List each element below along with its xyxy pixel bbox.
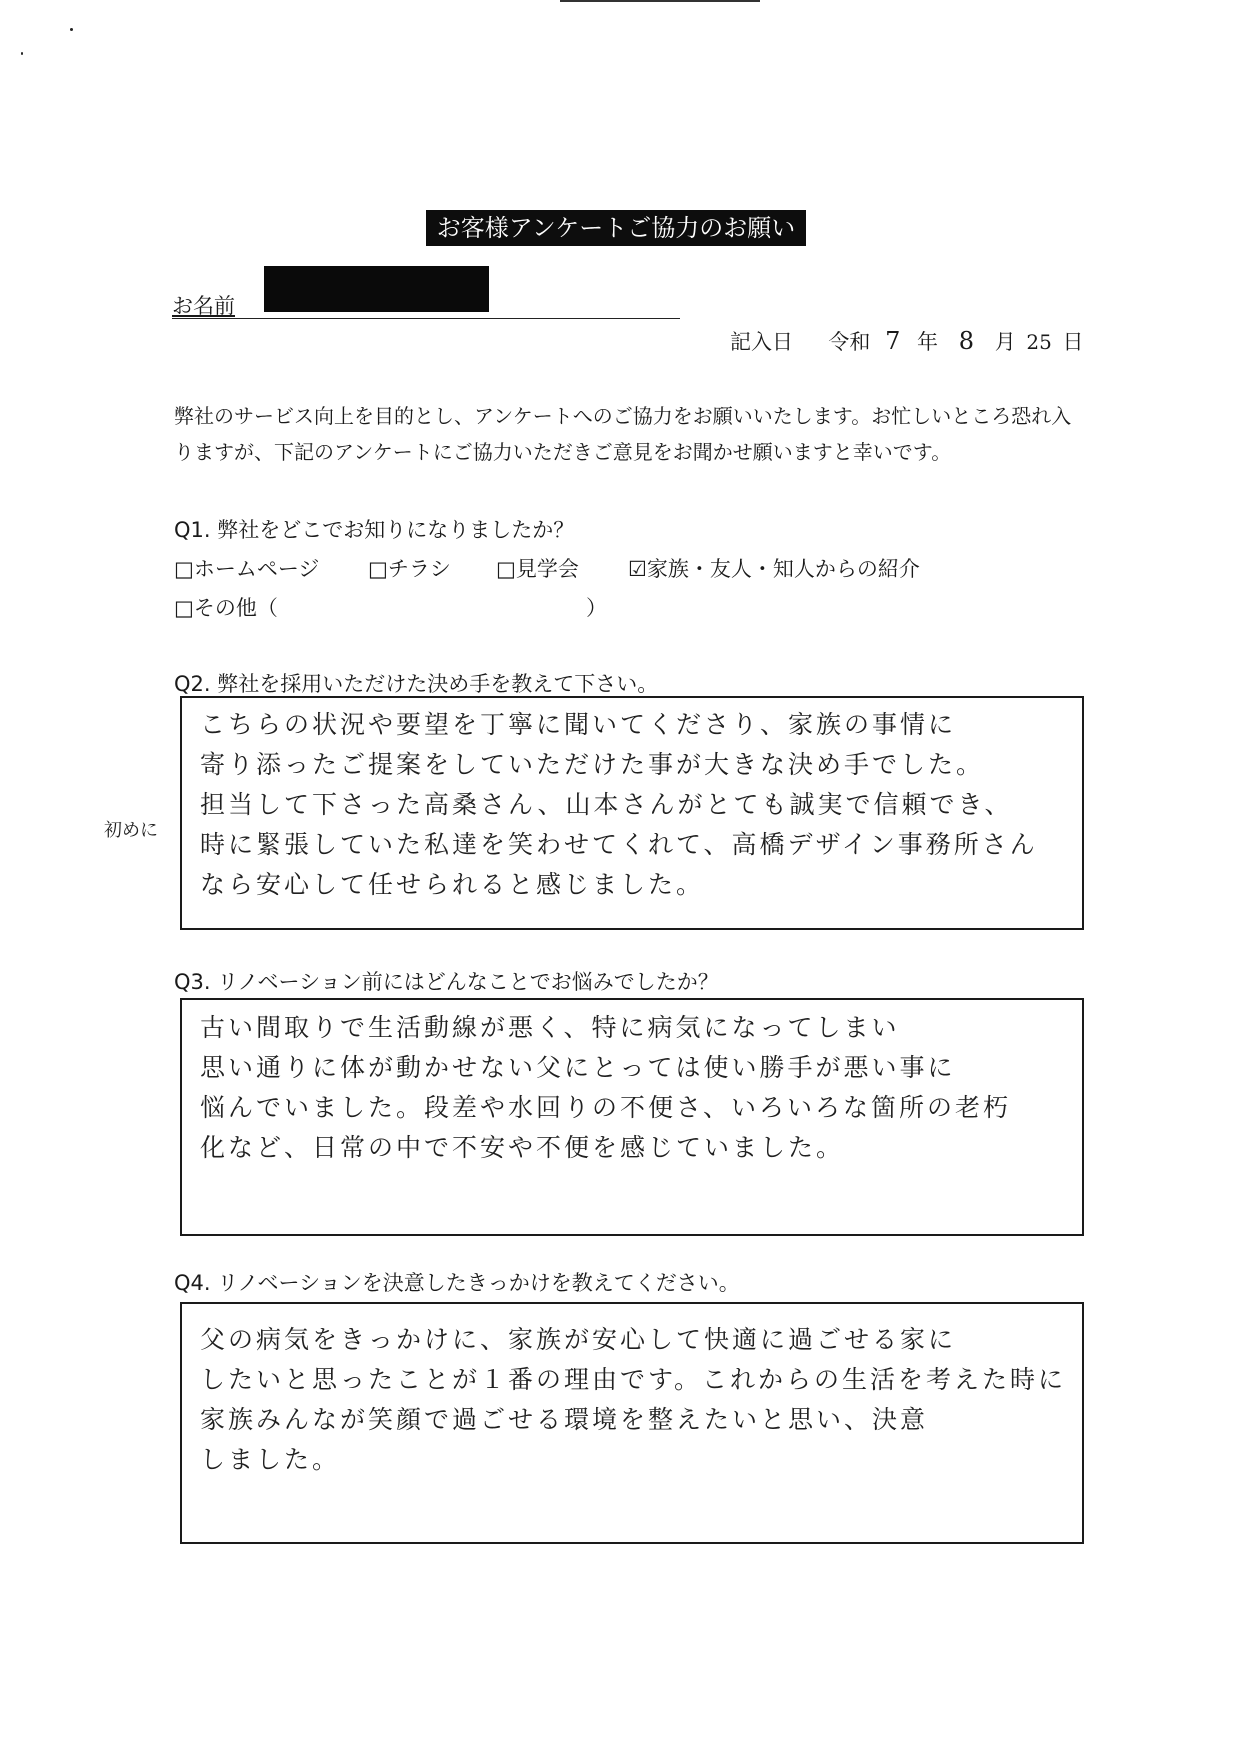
date-label: 記入日 (730, 330, 793, 354)
q2-question: Q2. 弊社を採用いただけた決め手を教えて下さい。 (174, 672, 659, 696)
date-era: 令和 (828, 330, 871, 354)
answer-line: 担当して下さった高桑さん、山本さんがとても誠実で信頼でき、 (200, 790, 1013, 819)
answer-line: 寄り添ったご提案をしていただけた事が大きな決め手でした。 (200, 750, 985, 779)
answer-line: 父の病気をきっかけに、家族が安心して快適に過ごせる家に (200, 1325, 957, 1354)
answer-line: 時に緊張していた私達を笑わせてくれて、高橋デザイン事務所さん (200, 830, 1038, 859)
q4-question: Q4. リノベーションを決意したきっかけを教えてください。 (174, 1271, 740, 1295)
answer-line: 古い間取りで生活動線が悪く、特に病気になってしまい (200, 1013, 900, 1042)
scan-speck (70, 28, 73, 31)
date-day: 25 (1026, 330, 1052, 354)
date-month: 8 (958, 327, 974, 355)
q2-side-note: 初めに (104, 820, 158, 841)
date-year-unit: 年 (917, 330, 939, 354)
scan-speck (21, 52, 23, 55)
date-month-unit: 月 (994, 330, 1016, 354)
date-day-unit: 日 (1062, 330, 1084, 354)
q1-option-flyer[interactable]: □チラシ (368, 557, 451, 581)
answer-line: しました。 (200, 1445, 341, 1474)
q1-option-referral-label: 家族・友人・知人からの紹介 (646, 557, 920, 581)
answer-line: なら安心して任せられると感じました。 (200, 870, 705, 899)
redacted-name (264, 266, 489, 312)
answer-line: こちらの状況や要望を丁寧に聞いてくださり、家族の事情に (200, 710, 957, 739)
q4-answer (200, 1320, 1080, 1480)
q3-answer (200, 1008, 1080, 1168)
scan-edge-line (560, 0, 760, 2)
q1-option-referral[interactable] (628, 553, 920, 583)
q1-other-close-paren: ） (586, 596, 607, 620)
answer-line: 家族みんなが笑顔で過ごせる環境を整えたいと思い、決意 (200, 1405, 929, 1434)
date-year: 7 (885, 327, 901, 355)
name-underline (172, 318, 680, 319)
q1-option-other[interactable]: □その他（ (174, 596, 278, 620)
intro-text: 弊社のサービス向上を目的とし、アンケートへのご協力をお願いいたします。お忙しいところ恐れ入りますが、下記のアンケートにご協力いただきご意見をお聞かせ願いますと幸いです。 (174, 404, 1072, 464)
date-row (730, 326, 1084, 356)
q3-question: Q3. リノベーション前にはどんなことでお悩みでしたか？ (174, 970, 719, 994)
name-label: お名前 (172, 294, 235, 318)
q1-question: Q1. 弊社をどこでお知りになりましたか？ (174, 518, 575, 542)
q2-answer (200, 705, 1080, 905)
checked-checkbox-icon[interactable]: ☑ (628, 557, 647, 581)
answer-line: したいと思ったことが１番の理由です。これからの生活を考えた時に (200, 1365, 1067, 1394)
answer-line: 思い通りに体が動かせない父にとっては使い勝手が悪い事に (200, 1053, 956, 1082)
q1-option-open-house[interactable]: □見学会 (496, 557, 579, 581)
q1-option-homepage[interactable]: □ホームページ (174, 557, 320, 581)
form-title: お客様アンケートご協力のお願い (426, 210, 806, 246)
answer-line: 悩んでいました。段差や水回りの不便さ、いろいろな箇所の老朽 (200, 1093, 1012, 1122)
answer-line: 化など、日常の中で不安や不便を感じていました。 (200, 1133, 845, 1162)
